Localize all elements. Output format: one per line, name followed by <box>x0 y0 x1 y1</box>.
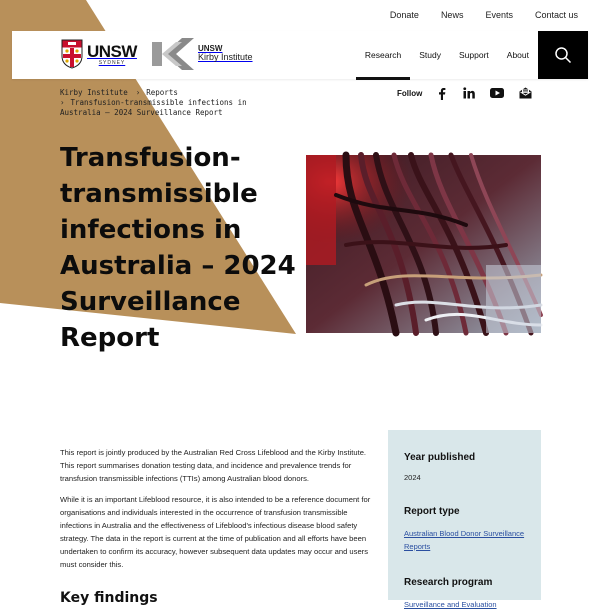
year-published-value: 2024 <box>404 473 421 482</box>
breadcrumb <box>60 88 290 118</box>
unsw-logo[interactable] <box>61 39 137 69</box>
facebook-icon[interactable] <box>434 86 448 100</box>
nav-research[interactable]: Research <box>356 31 410 79</box>
follow-label: Follow <box>397 88 423 98</box>
chevron-right-icon: › <box>60 98 65 107</box>
site-header <box>12 31 588 79</box>
news-link[interactable]: News <box>440 10 464 20</box>
main-nav <box>356 31 538 79</box>
research-program-link[interactable]: Surveillance and Evaluation <box>404 600 497 609</box>
email-icon[interactable] <box>518 86 532 100</box>
nav-study[interactable]: Study <box>419 50 441 60</box>
breadcrumb-current: Transfusion-transmissible infections in Australia – 2024 Surveillance Report <box>60 98 247 117</box>
breadcrumb-kirby-institute[interactable]: Kirby Institute <box>60 88 128 97</box>
body-paragraph: This report is jointly produced by the Australian Red Cross Lifeblood and the Kirby Institute. This report summarises donation testing data, and incidence and prevalence trends for transfusion transmissible infections (TTIs) among Australian blood donors. <box>60 448 367 483</box>
research-program-label: Research program <box>404 577 493 588</box>
search-icon <box>554 46 572 64</box>
unsw-crest-icon <box>61 39 83 69</box>
search-button[interactable] <box>538 31 588 79</box>
report-description <box>60 446 375 579</box>
youtube-icon[interactable] <box>490 86 504 100</box>
kirby-wordmark <box>198 45 253 64</box>
chevron-right-icon: › <box>135 88 141 97</box>
key-findings-heading: Key findings <box>60 590 158 606</box>
unsw-wordmark <box>87 43 137 66</box>
report-info-sidebar <box>388 430 541 609</box>
kirby-logo-line2: Kirby Institute <box>198 52 253 63</box>
year-published-label: Year published <box>404 452 476 463</box>
kirby-k-icon <box>152 38 194 70</box>
hero-image-blood-bags <box>306 155 541 333</box>
breadcrumb-reports[interactable]: Reports <box>146 88 178 97</box>
unsw-logo-subtext: SYDNEY <box>98 59 126 66</box>
utility-nav <box>379 0 600 30</box>
nav-support[interactable]: Support <box>459 50 489 60</box>
page-title: Transfusion-transmissible infections in Australia – 2024 Surveillance Report <box>60 143 296 353</box>
contact-us-link[interactable]: Contact us <box>534 10 578 20</box>
linkedin-icon[interactable] <box>462 86 476 100</box>
follow-bar <box>397 86 546 100</box>
unsw-logo-text: UNSW <box>87 41 137 61</box>
nav-about[interactable]: About <box>506 50 529 60</box>
report-type-link[interactable]: Australian Blood Donor Surveillance Reports <box>404 529 525 551</box>
report-type-label: Report type <box>404 506 460 517</box>
body-paragraph: While it is an important Lifeblood resource, it is also intended to be a reference document for organisations and individuals interested in the occurrence of transfusion transmissible infections in Australia and the effectiveness of Lifeblood's infectious disease blood safety strategy. The data in the report is current at the time of publication and all efforts have been undertaken to confirm its accuracy, however subsequent data updates may occur and users must consider this. <box>60 495 371 569</box>
events-link[interactable]: Events <box>485 10 513 20</box>
kirby-logo-line1: UNSW <box>198 43 223 53</box>
kirby-institute-logo[interactable] <box>152 38 253 70</box>
donate-link[interactable]: Donate <box>389 10 419 20</box>
